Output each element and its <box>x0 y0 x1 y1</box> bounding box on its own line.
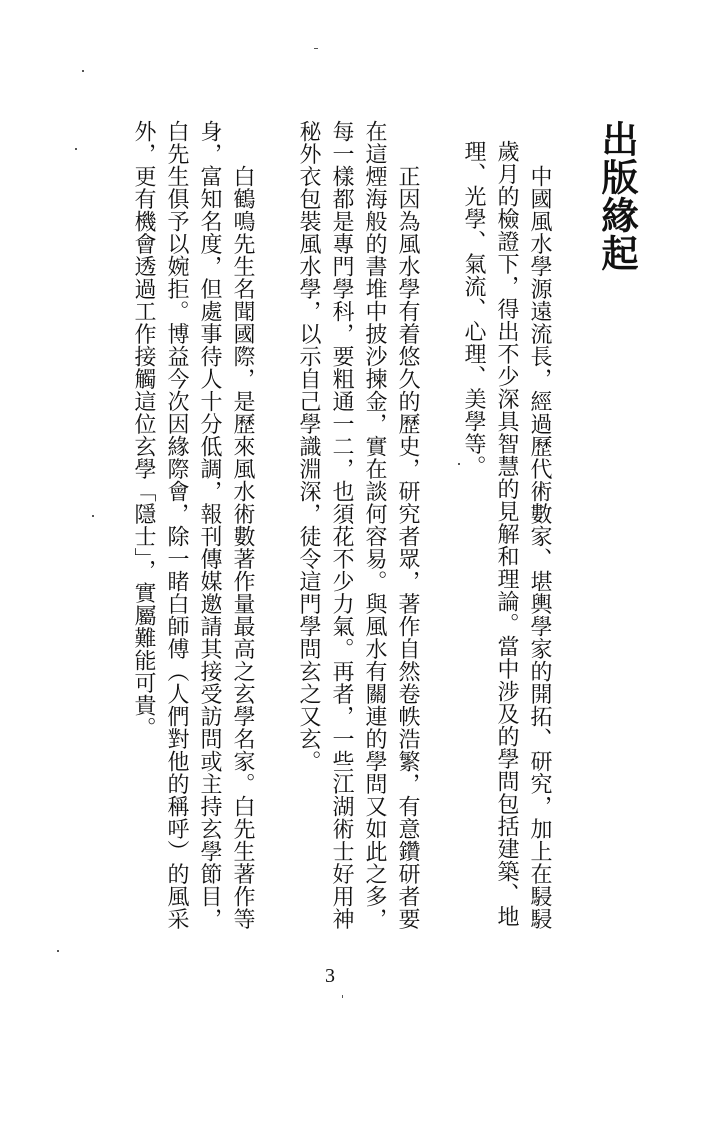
text-column: 白先生俱予以婉拒。博益今次因緣際會，除一睹白師傅（人們對他的稱呼）的風采 <box>164 120 189 930</box>
scan-speck <box>342 995 343 998</box>
scan-speck <box>92 515 94 517</box>
text-column: 白鶴鳴先生名聞國際，是歷來風水術數著作量最高之玄學名家。白先生著作等 <box>230 165 255 930</box>
text-column: 秘外衣包裝風水學，以示自己學識淵深，徒令這門學問玄之又玄。 <box>296 120 321 773</box>
scan-speck <box>75 148 77 150</box>
text-column: 在這煙海般的書堆中披沙揀金，實在談何容易。與風水有關連的學問又如此之多， <box>362 120 387 930</box>
text-column: 理、光學、氣流、心理、美學等。 <box>461 140 486 478</box>
text-column: 歲月的檢證下，得出不少深具智慧的見解和理論。當中涉及的學問包括建築、地 <box>494 140 519 928</box>
scan-speck <box>82 70 84 72</box>
scan-speck <box>314 48 318 49</box>
text-column: 身，富知名度，但處事待人十分低調，報刊傳媒邀請其接受訪問或主持玄學節目， <box>197 120 222 930</box>
text-column: 每一樣都是專門學科，要粗通一二，也須花不少力氣。再者，一些江湖術士好用神 <box>329 120 354 930</box>
page-number: 3 <box>325 965 335 987</box>
text-column: 正因為風水學有着悠久的歷史，研究者眾，著作自然卷帙浩繁，有意鑽研者要 <box>395 165 420 930</box>
text-column: 中國風水學源遠流長，經過歷代術數家、堪輿學家的開拓、研究，加上在駸駸 <box>527 165 552 930</box>
page-title: 出版緣起 <box>595 120 639 272</box>
scan-speck <box>57 950 59 952</box>
text-column: 外，更有機會透過工作接觸這位玄學「隱士」，實屬難能可貴。 <box>131 120 156 739</box>
scan-speck <box>458 463 460 465</box>
